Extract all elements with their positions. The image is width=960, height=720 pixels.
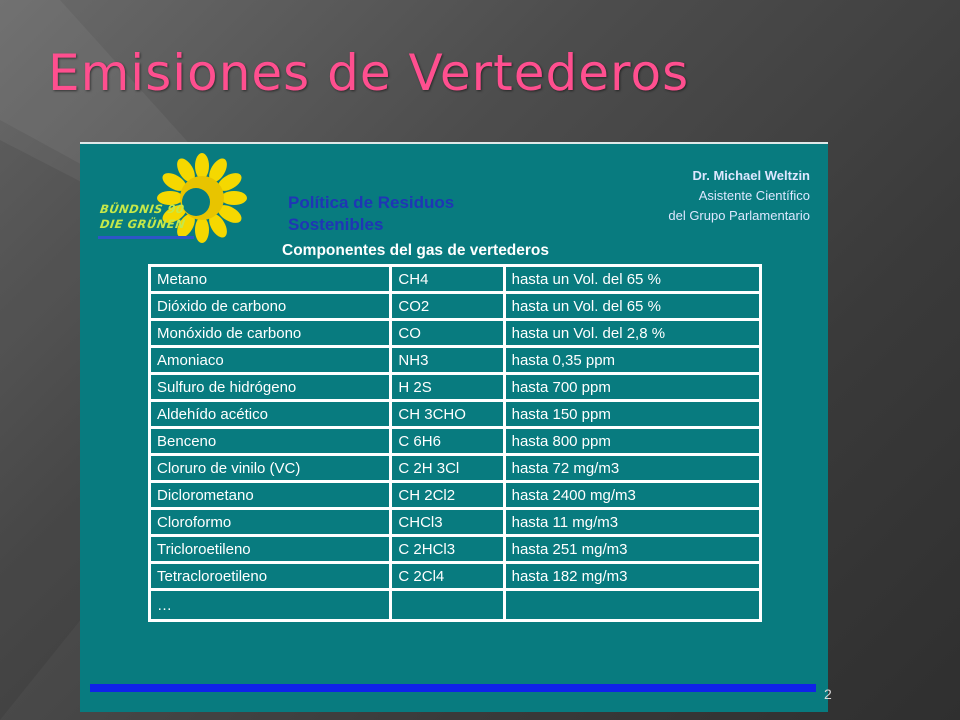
component-name-cell: Tetracloroetileno [150,563,391,590]
logo-text-line2: DIE GRÜNEN [99,217,187,231]
component-name-cell: Dióxido de carbono [150,293,391,320]
limit-cell: hasta 150 ppm [504,401,760,428]
table-row [150,293,761,320]
formula-cell: NH3 [391,347,504,374]
table-row [150,455,761,482]
limit-cell: hasta 251 mg/m3 [504,536,760,563]
author-name: Dr. Michael Weltzin [692,168,810,183]
slide-image-panel [80,142,828,712]
author-group: del Grupo Parlamentario [668,208,810,223]
subtitle-line2: Sostenibles [288,215,384,234]
author-role: Asistente Científico [698,188,810,203]
component-name-cell: Monóxido de carbono [150,320,391,347]
component-name-cell: Metano [150,266,391,293]
component-name-cell: Aldehído acético [150,401,391,428]
table-row [150,374,761,401]
limit-cell: hasta 0,35 ppm [504,347,760,374]
table-row [150,536,761,563]
formula-cell: C 2H 3Cl [391,455,504,482]
limit-cell: hasta 11 mg/m3 [504,509,760,536]
table-row [150,347,761,374]
limit-cell: hasta 700 ppm [504,374,760,401]
logo-text-line1: BÜNDNIS 90 [99,202,186,216]
logo-underline [98,236,194,239]
formula-cell [391,590,504,621]
component-name-cell: Diclorometano [150,482,391,509]
formula-cell: CO2 [391,293,504,320]
table-row [150,563,761,590]
component-name-cell: Tricloroetileno [150,536,391,563]
formula-cell: C 2HCl3 [391,536,504,563]
component-name-cell: … [150,590,391,621]
component-name-cell: Amoniaco [150,347,391,374]
table-title: Componentes del gas de vertederos [282,242,550,259]
formula-cell: CH4 [391,266,504,293]
table-row [150,590,761,621]
author-block [668,166,810,226]
component-name-cell: Cloroformo [150,509,391,536]
slide-title: Emisiones de Vertederos [48,44,690,102]
limit-cell [504,590,760,621]
formula-cell: CH 2Cl2 [391,482,504,509]
table-row [150,320,761,347]
footer-blue-bar [90,684,816,692]
table-row [150,266,761,293]
limit-cell: hasta un Vol. del 65 % [504,293,760,320]
formula-cell: H 2S [391,374,504,401]
component-name-cell: Benceno [150,428,391,455]
limit-cell: hasta 2400 mg/m3 [504,482,760,509]
component-name-cell: Sulfuro de hidrógeno [150,374,391,401]
table-row [150,509,761,536]
gas-components-table [148,264,762,622]
limit-cell: hasta un Vol. del 2,8 % [504,320,760,347]
subtitle-line1: Política de Residuos [288,193,455,212]
formula-cell: CO [391,320,504,347]
formula-cell: CHCl3 [391,509,504,536]
formula-cell: C 6H6 [391,428,504,455]
component-name-cell: Cloruro de vinilo (VC) [150,455,391,482]
page-number: 2 [824,686,832,702]
document-subtitle [288,192,548,236]
formula-cell: CH 3CHO [391,401,504,428]
table-row [150,401,761,428]
limit-cell: hasta un Vol. del 65 % [504,266,760,293]
table-row [150,428,761,455]
formula-cell: C 2Cl4 [391,563,504,590]
table-row [150,482,761,509]
limit-cell: hasta 800 ppm [504,428,760,455]
limit-cell: hasta 72 mg/m3 [504,455,760,482]
party-logo [88,152,244,240]
limit-cell: hasta 182 mg/m3 [504,563,760,590]
